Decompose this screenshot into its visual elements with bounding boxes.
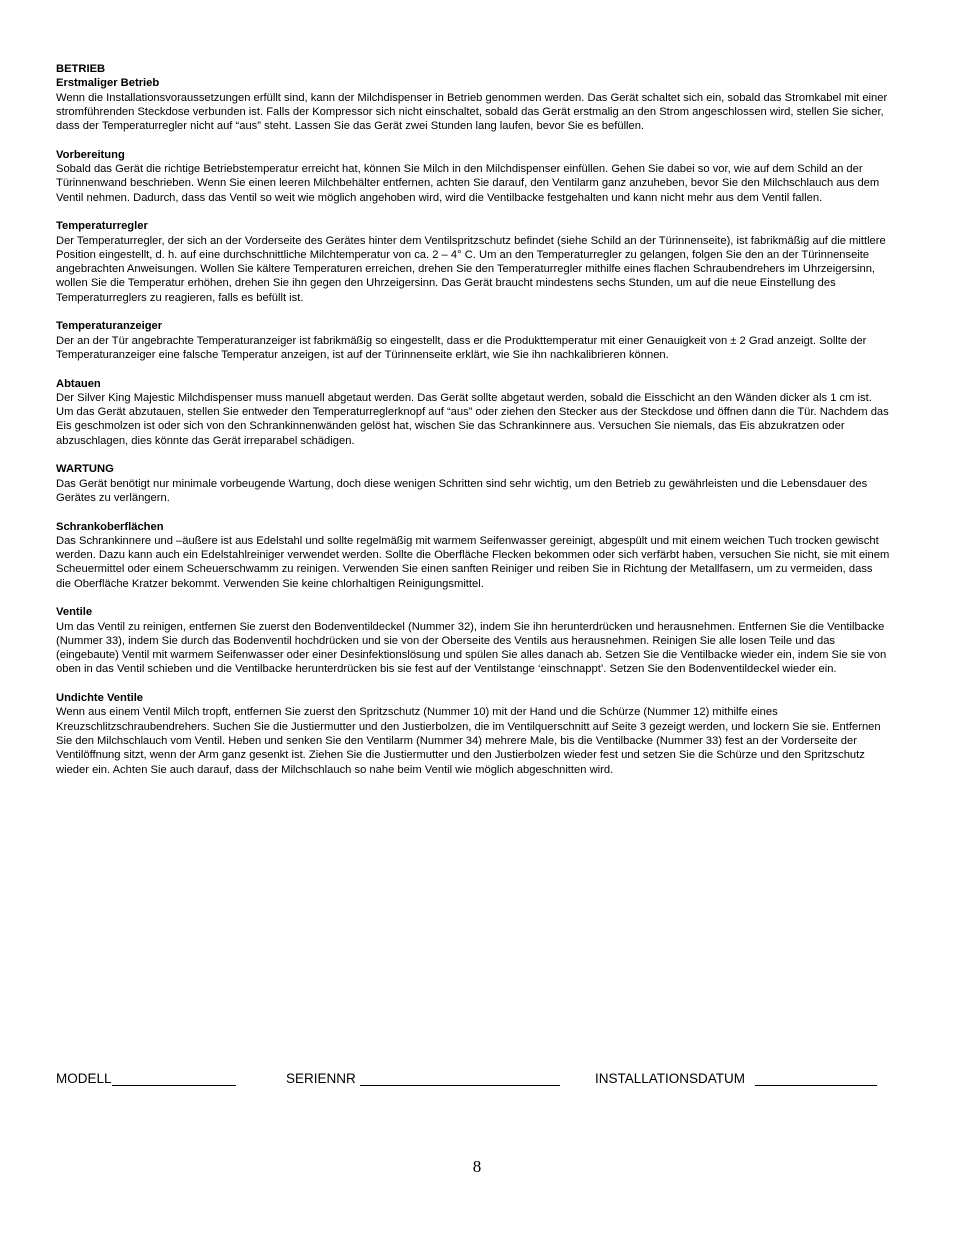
installation-date-label: INSTALLATIONSDATUM — [595, 1071, 746, 1086]
serial-number-blank-line — [360, 1070, 560, 1086]
section-vorbereitung — [56, 148, 890, 205]
section-text: Wenn die Installationsvoraussetzungen erfüllt sind, kann der Milchdispenser in Betrieb genommen werden. Das Gerät schaltet sich ein, sobald das Stromkabel mit einer stromführenden Steckdose verbunden ist. Falls der Kompressor sich nicht einschaltet, sobald das Gerät erstmalig an den Strom angeschlossen wird, stellen Sie sicher, dass der Temperaturregler nicht auf “aus” steht. Lassen Sie das Gerät zwei Stunden lang laufen, bevor Sie es befüllen. — [56, 91, 888, 133]
section-heading: Temperaturregler — [56, 220, 148, 233]
section-undichte-ventile — [56, 691, 890, 777]
section-betrieb — [56, 62, 890, 76]
section-text: Sobald das Gerät die richtige Betriebstemperatur erreicht hat, können Sie Milch in den Milchdispenser einfüllen. Gehen Sie dabei so vor, wie auf dem Schild an der Türinnenwand beschrieben. Wenn Sie einen leeren Milchbehälter entfernen, achten Sie darauf, den Ventilarm ganz anzuheben, bevor Sie den Milchschlauch aus dem Ventil nehmen. Dadurch, dass das Ventil so weit wie möglich angehoben wird, wird die Ventilbacke festgehalten und kann nicht mehr aus dem Ventil fallen. — [56, 163, 880, 204]
section-text: Das Schrankinnere und –äußere ist aus Edelstahl und sollte regelmäßig mit warmem Seifenwasser gereinigt, abgespült und mit einem weichen Tuch trocken gewischt werden. Dazu kann auch ein Edelstahlreiniger verwendet werden. Sollte die Oberfläche Flecken bekommen oder sich verfärbt haben, versuchen Sie nicht, sie mit einem Scheuermittel oder einem Scheuerschwamm zu reinigen. Verwenden Sie einen sanften Reiniger und reiben Sie in Richtung der Metallfasern, um zu vermeiden, dass die Oberfläche Kratzer bekommt. Verwenden Sie keine chlorhaltigen Reinigungsmittel. — [56, 534, 890, 590]
model-blank-line — [112, 1070, 236, 1086]
document-body — [56, 62, 890, 791]
section-text: Wenn aus einem Ventil Milch tropft, entfernen Sie zuerst den Spritzschutz (Nummer 10) mit der Hand und die Schürze (Nummer 12) mithilfe eines Kreuzschlitzschraubendrehers. Suchen Sie die Justiermutter und den Justierbolzen, die im Ventilquerschnitt auf Seite 3 gezeigt werden, und lockern Sie sie. Entfernen Sie den Milchschlauch vom Ventil. Heben und senken Sie den Ventilarm (Nummer 34) mehrere Male, bis die Ventilbacke (Nummer 33) fest an der Vorderseite der Ventilöffnung sitzt, wenn der Arm ganz gesenkt ist. Ziehen Sie die Justiermutter und den Justierbolzen wieder fest und setzen Sie die Schürze und den Spritzschutz wieder ein. Achten Sie auch darauf, dass der Milchschlauch so nahe beim Ventil wie möglich abgeschnitten wird. — [56, 706, 881, 776]
section-text: Der an der Tür angebrachte Temperaturanzeiger ist fabrikmäßig so eingestellt, dass er die Produkttemperatur mit einer Genauigkeit von ± 2 Grad anzeigt. Sollte der Temperaturanzeiger eine falsche Temperatur anzeigen, ist auf der Türinnenseite erklärt, wie Sie ihn nachkalibrieren können. — [56, 334, 867, 361]
section-heading: Ventile — [56, 606, 93, 619]
section-heading: Erstmaliger Betrieb — [56, 77, 160, 90]
section-schrankoberflaechen — [56, 520, 890, 591]
section-text: Der Silver King Majestic Milchdispenser muss manuell abgetaut werden. Das Gerät sollte abgetaut werden, sobald die Eisschicht an den Wänden dicker als 1 cm ist. Um das Gerät abzutauen, stellen Sie entweder den Temperaturreglerknopf auf “aus” oder ziehen den Stecker aus der Steckdose und öffnen dann die Tür. Nachdem das Eis geschmolzen ist oder sich von den Schrankinnenwänden gelöst hat, wischen Sie das Schrankinnere aus. Versuchen Sie niemals, das Eis abzukratzen oder abzuschlagen, dies könnte das Gerät irreparabel schädigen. — [56, 391, 889, 447]
section-heading: WARTUNG — [56, 463, 114, 476]
section-heading: Temperaturanzeiger — [56, 320, 163, 333]
section-wartung — [56, 462, 890, 505]
model-field — [56, 1070, 236, 1086]
registration-footer — [56, 1070, 896, 1090]
section-text: Um das Ventil zu reinigen, entfernen Sie zuerst den Bodenventildeckel (Nummer 32), indem Sie ihn herunterdrücken und herausnehmen. Entfernen Sie die Ventilbacke (Nummer 33), indem Sie durch das Bodenventil hochdrücken und sie von der Oberseite des Ventils aus herausnehmen. Reinigen Sie alle losen Teile und das (eingebaute) Ventil mit warmem Seifenwasser oder einer Desinfektionslösung und spülen Sie alles danach ab. Setzen Sie die Ventilbacke wieder ein, indem Sie sie von oben in das Ventil schieben und die Ventilbacke herunterdrücken bis sie fest auf der Ventilstange ‘einschnappt’. Setzen Sie den Bodenventildeckel wieder ein. — [56, 620, 887, 676]
section-erstmaliger-betrieb — [56, 76, 890, 133]
section-heading: Abtauen — [56, 377, 101, 390]
installation-date-blank-line — [755, 1070, 877, 1086]
section-abtauen — [56, 377, 890, 448]
section-heading: BETRIEB — [56, 63, 106, 75]
installation-date-field — [595, 1070, 877, 1086]
page-number: 8 — [472, 1157, 482, 1176]
serial-number-field — [286, 1070, 560, 1086]
section-heading: Vorbereitung — [56, 148, 125, 161]
section-temperaturanzeiger — [56, 319, 890, 362]
section-heading: Schrankoberflächen — [56, 520, 164, 533]
section-temperaturregler — [56, 219, 890, 305]
serial-number-label: SERIENNR — [286, 1071, 356, 1086]
section-heading: Undichte Ventile — [56, 692, 144, 705]
section-ventile — [56, 605, 890, 676]
section-text: Das Gerät benötigt nur minimale vorbeugende Wartung, doch diese wenigen Schritten sind sehr wichtig, um den Betrieb zu gewährleisten und die Lebensdauer des Gerätes zu verlängern. — [56, 477, 868, 504]
section-text: Der Temperaturregler, der sich an der Vorderseite des Gerätes hinter dem Ventilspritzschutz befindet (siehe Schild an der Türinnenseite), ist fabrikmäßig auf die mittlere Position eingestellt, d. h. auf eine durchschnittliche Milchtemperatur von ca. 2 – 4° C. Um an den Temperaturregler zu gelangen, folgen Sie den an der Türinnenseite angebrachten Anweisungen. Wollen Sie kältere Temperaturen erreichen, drehen Sie den Temperaturregler mithilfe eines flachen Schraubendrehers im Uhrzeigersinn, wollen Sie die Temperatur erhöhen, drehen Sie ihn gegen den Uhrzeigersinn. Das Gerät braucht mindestens sechs Stunden, um auf die neue Einstellung des Temperaturreglers zu reagieren, falls es befüllt ist. — [56, 234, 886, 304]
model-label: MODELL — [56, 1071, 112, 1086]
